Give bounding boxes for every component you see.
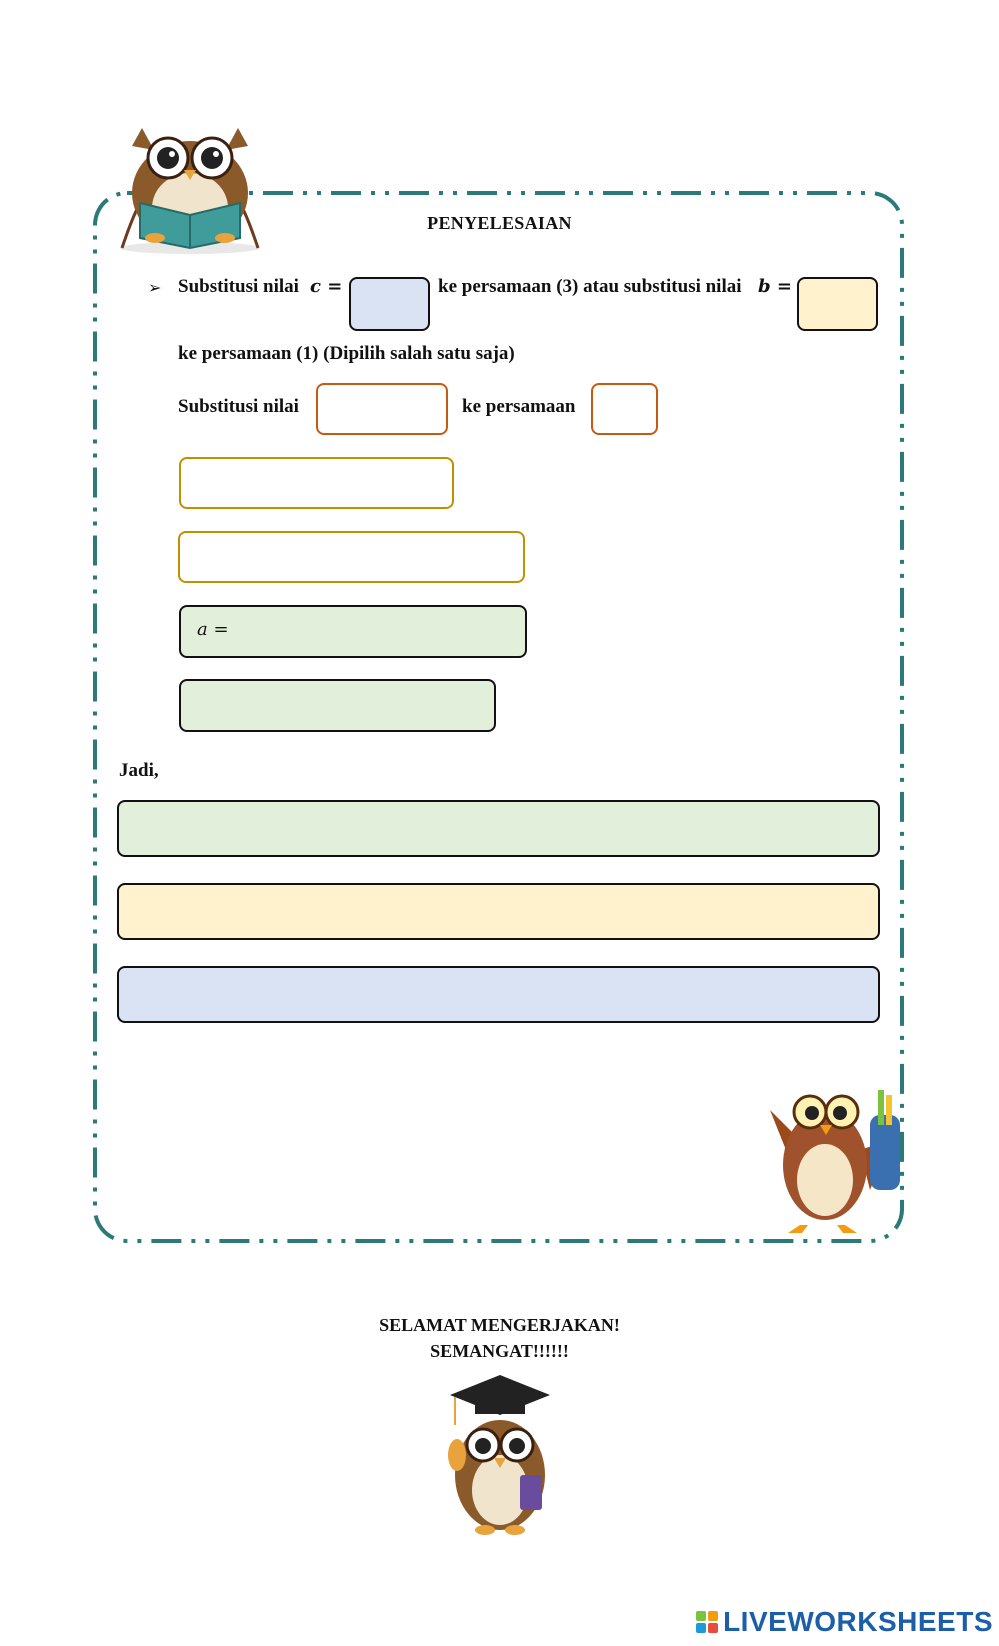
substitusi-nilai-input[interactable] [316,383,448,435]
owl-with-backpack-icon [750,1080,910,1240]
var-c-label: c = [310,276,343,297]
owl-graduate-icon [435,1370,565,1540]
value-c-input[interactable] [349,277,430,331]
persamaan-number-input[interactable] [591,383,658,435]
brand-name: LIVEWORKSHEETS [723,1606,993,1637]
footer-line-2: SEMANGAT!!!!!! [430,1341,569,1361]
owl-reading-book-icon [110,98,270,258]
var-a-label: a = [197,619,229,640]
bullet-marker: ➢ [148,280,162,297]
working-line-2-input[interactable] [178,531,525,583]
conclusion-line-1-input[interactable] [117,800,880,857]
section-title: PENYELESAIAN [427,213,572,233]
conclusion-line-2-input[interactable] [117,883,880,940]
conclusion-line-3-input[interactable] [117,966,880,1023]
working-line-1-input[interactable] [179,457,454,509]
step1-text-c: ke persamaan (1) (Dipilih salah satu saja) [178,343,515,364]
working-line-4-input[interactable] [179,679,496,732]
footer-line-1: SELAMAT MENGERJAKAN! [379,1315,620,1335]
step2-text-b: ke persamaan [462,396,576,417]
liveworksheets-logo [696,1606,993,1638]
step1-text-b: ke persamaan (3) atau substitusi nilai [438,276,742,297]
value-a-input[interactable] [181,607,525,656]
step1-text-a: Substitusi nilai [178,276,299,297]
value-a-box [179,605,527,658]
step2-text-a: Substitusi nilai [178,396,299,417]
var-b-label: b = [758,276,792,297]
conclusion-label: Jadi, [119,760,159,781]
value-b-input[interactable] [797,277,878,331]
liveworksheets-logo-icon [696,1611,718,1633]
